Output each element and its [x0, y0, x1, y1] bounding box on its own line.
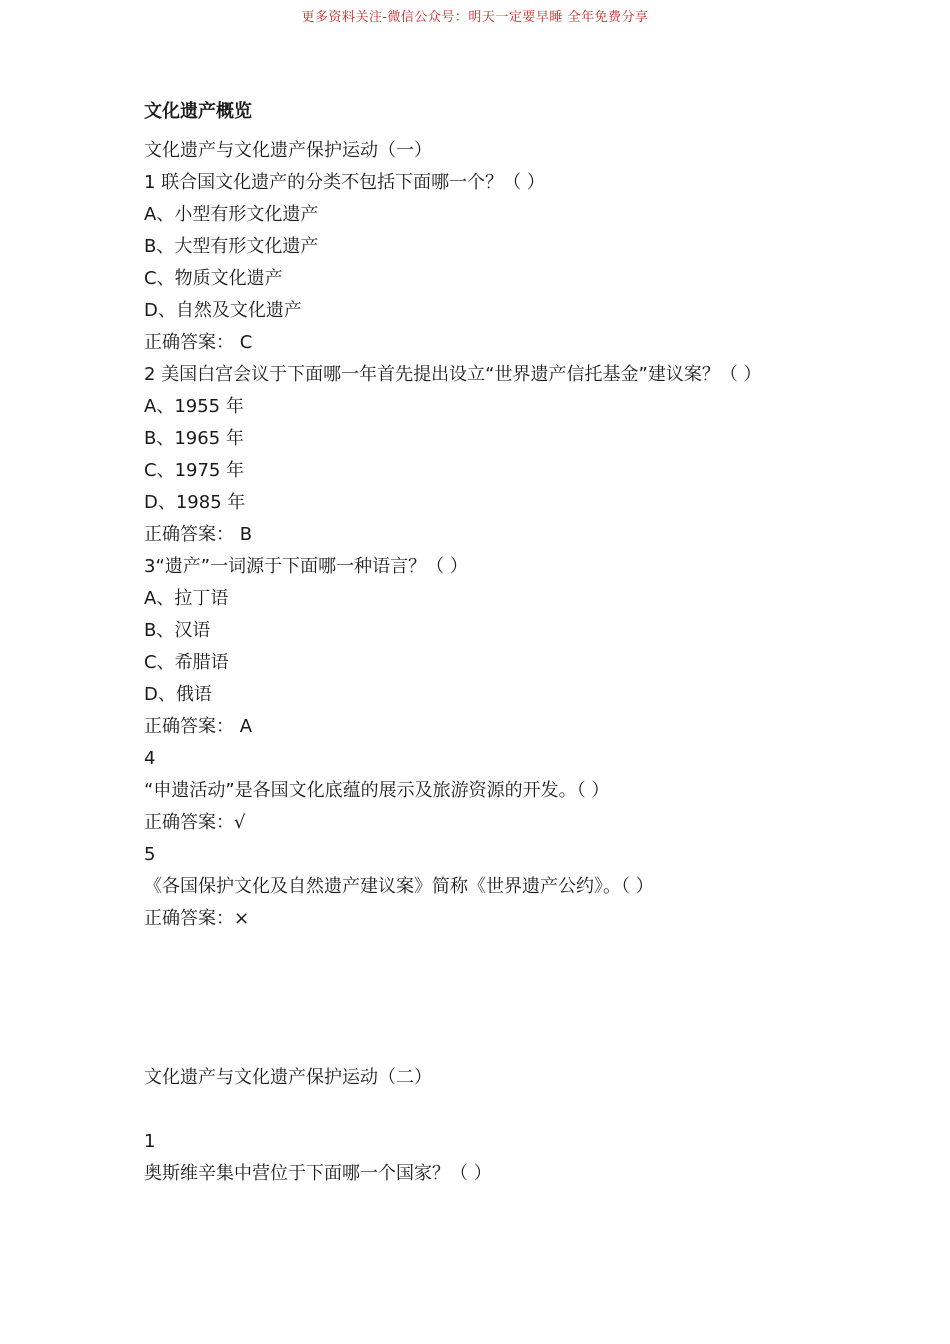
correct-answer: 正确答案：√	[144, 812, 246, 833]
answer-option: A、拉丁语	[144, 588, 229, 609]
answer-option: D、俄语	[144, 684, 212, 705]
question-number: 5	[144, 844, 156, 865]
question-stem: 奥斯维辛集中营位于下面哪一个国家？（ ）	[144, 1163, 492, 1184]
answer-option: D、自然及文化遗产	[144, 300, 302, 321]
correct-answer: 正确答案： B	[144, 524, 253, 545]
answer-option: C、希腊语	[144, 652, 229, 673]
document-title: 文化遗产概览	[144, 101, 252, 122]
answer-option: A、小型有形文化遗产	[144, 204, 319, 225]
answer-option: A、1955 年	[144, 396, 244, 417]
section-heading: 文化遗产与文化遗产保护运动（一）	[144, 140, 432, 161]
answer-option: B、大型有形文化遗产	[144, 236, 319, 257]
correct-answer: 正确答案： A	[144, 716, 253, 737]
question-number: 1	[144, 1131, 156, 1152]
question-stem: 《各国保护文化及自然遗产建议案》简称《世界遗产公约》。（ ）	[144, 876, 654, 897]
correct-answer: 正确答案： C	[144, 332, 253, 353]
question-number: 4	[144, 748, 156, 769]
section-heading: 文化遗产与文化遗产保护运动（二）	[144, 1067, 432, 1088]
correct-answer: 正确答案：×	[144, 908, 250, 929]
answer-option: B、1965 年	[144, 428, 244, 449]
question-stem: 3“遗产”一词源于下面哪一种语言？（ ）	[144, 556, 468, 577]
answer-option: C、物质文化遗产	[144, 268, 283, 289]
question-stem: 2 美国白宫会议于下面哪一年首先提出设立“世界遗产信托基金”建议案？（ ）	[144, 364, 762, 385]
answer-option: B、汉语	[144, 620, 211, 641]
question-stem: 1 联合国文化遗产的分类不包括下面哪一个？（ ）	[144, 172, 545, 193]
header-banner: 更多资料关注-微信公众号：明天一定要早睡 全年免费分享	[301, 10, 649, 25]
answer-option: D、1985 年	[144, 492, 246, 513]
answer-option: C、1975 年	[144, 460, 245, 481]
question-stem: “申遗活动”是各国文化底蕴的展示及旅游资源的开发。（ ）	[144, 780, 610, 801]
